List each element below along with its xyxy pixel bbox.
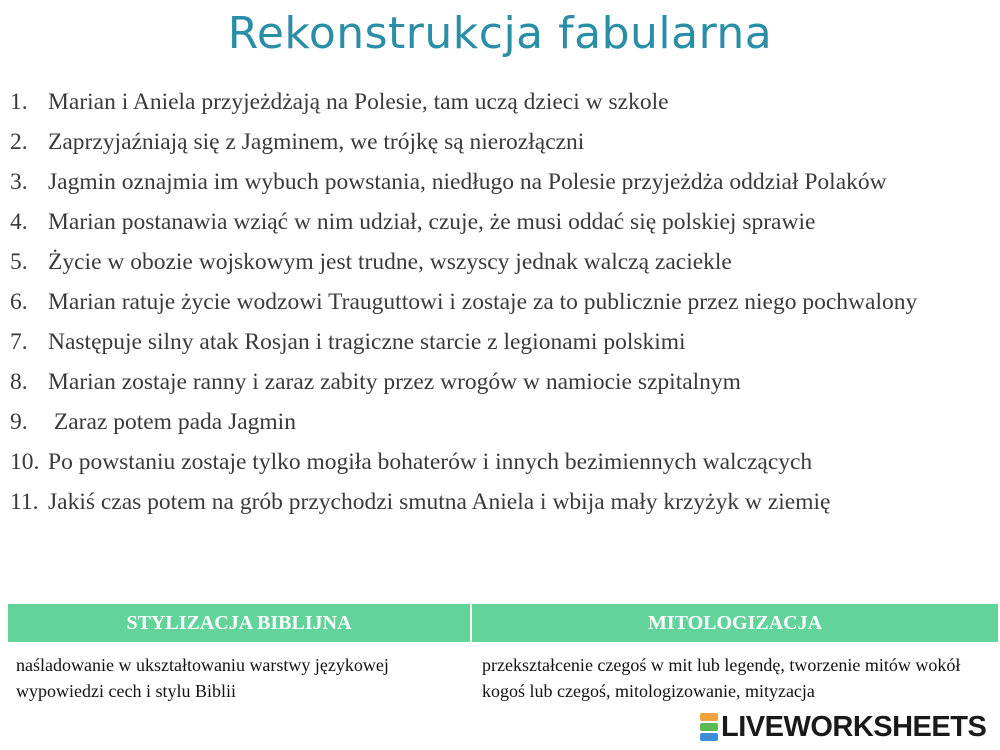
list-item: [0, 482, 1000, 522]
item-text: Marian i Aniela przyjeżdżają na Polesie, tam uczą dzieci w szkole: [48, 89, 669, 115]
item-number: 2.: [10, 129, 28, 155]
list-item: [0, 202, 1000, 242]
list-item: [0, 122, 1000, 162]
item-number: 5.: [10, 249, 28, 275]
list-item: [0, 362, 1000, 402]
item-text: Jagmin oznajmia im wybuch powstania, niedługo na Polesie przyjeżdża oddział Polaków: [48, 169, 887, 195]
item-number: 4.: [10, 209, 28, 235]
table-header: [8, 604, 998, 642]
list-item: [0, 82, 1000, 122]
cell-mitologizacja-definition: przekształcenie czegoś w mit lub legendę, tworzenie mitów wokół kogoś lub czegoś, mitologizowanie, mityzacja: [482, 655, 961, 701]
liveworksheets-logo-icon: [700, 712, 718, 742]
item-number: 1.: [10, 89, 28, 115]
list-item: [0, 442, 1000, 482]
header-stylizacja-biblijna: STYLIZACJA BIBLIJNA: [8, 604, 472, 642]
item-text: Zaprzyjaźniają się z Jagminem, we trójkę są nierozłączni: [48, 129, 585, 155]
item-text: Marian postanawia wziąć w nim udział, czuje, że musi oddać się polskiej sprawie: [48, 209, 816, 235]
item-number: 9.: [10, 409, 28, 435]
logo-block-blue: [700, 733, 718, 741]
list-item: [0, 242, 1000, 282]
events-list: [0, 82, 1000, 522]
item-number: 11.: [10, 489, 39, 515]
liveworksheets-logo[interactable]: [700, 710, 986, 744]
item-text: Po powstaniu zostaje tylko mogiła bohaterów i innych bezimiennych walczących: [48, 449, 813, 475]
page-title: Rekonstrukcja fabularna: [227, 8, 773, 59]
header-mitologizacja: MITOLOGIZACJA: [472, 604, 998, 642]
logo-block-orange: [700, 713, 718, 721]
list-item: [0, 402, 1000, 442]
item-number: 10.: [10, 449, 40, 475]
item-text: Zaraz potem pada Jagmin: [48, 409, 296, 435]
item-text: Życie w obozie wojskowym jest trudne, wszyscy jednak walczą zaciekle: [48, 249, 732, 275]
item-text: Marian ratuje życie wodzowi Trauguttowi i zostaje za to publicznie przez niego pochwalony: [48, 289, 918, 315]
list-item: [0, 322, 1000, 362]
brand-name: LIVEWORKSHEETS: [721, 710, 987, 743]
list-item: [0, 162, 948, 202]
item-text: Marian zostaje ranny i zaraz zabity przez wrogów w namiocie szpitalnym: [48, 369, 741, 395]
cell-stylizacja-definition: naśladowanie w ukształtowaniu warstwy językowej wypowiedzi cech i stylu Biblii: [16, 655, 389, 701]
list-item: [0, 282, 948, 322]
item-number: 8.: [10, 369, 28, 395]
table-row: [8, 642, 998, 704]
item-text: Następuje silny atak Rosjan i tragiczne starcie z legionami polskimi: [48, 329, 686, 355]
item-number: 3.: [10, 169, 28, 195]
item-number: 6.: [10, 289, 28, 315]
item-text: Jakiś czas potem na grób przychodzi smutna Aniela i wbija mały krzyżyk w ziemię: [48, 489, 831, 515]
logo-block-green: [700, 723, 718, 731]
item-number: 7.: [10, 329, 28, 355]
